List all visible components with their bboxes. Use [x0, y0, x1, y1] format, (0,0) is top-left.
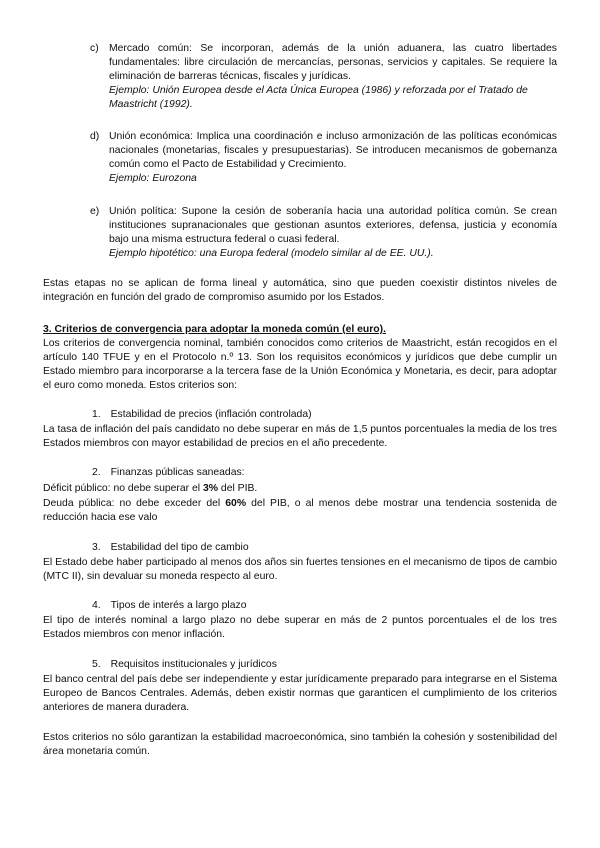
deficit-text: Déficit público: no debe superar el: [43, 483, 203, 494]
list-item-example: Ejemplo: Eurozona: [109, 173, 197, 184]
deficit-value: 3%: [203, 483, 219, 494]
list-item-text: Unión política: Supone la cesión de soberanía hacia una autoridad política común. Se crean instituciones supranacionales que gestionan asuntos exteriores, defensa, justicia y economía bajo una misma estructura federal o cuasi federal.: [109, 206, 557, 245]
criterion-2-debt: [43, 497, 557, 525]
debt-text-end: del PIB, o al menos debe mostrar una tendencia sostenida de reducción hacia ese valo: [43, 498, 558, 523]
criterion-3-body: El Estado debe haber participado al menos dos años sin fuertes tensiones en el mecanismo de tipos de cambio (MTC II), sin devaluar su moneda respecto al euro.: [43, 557, 557, 582]
criterion-1-heading: [92, 408, 562, 422]
section-title: 3. Criterios de convergencia para adoptar la moneda común (el euro).: [43, 324, 386, 335]
list-marker: d): [90, 131, 100, 142]
criterion-number: 1.: [92, 409, 101, 420]
list-item-c: [90, 42, 557, 112]
criterion-heading-text: Tipos de interés a largo plazo: [110, 600, 247, 611]
stages-note-paragraph: Estas etapas no se aplican de forma lineal y automática, sino que pueden coexistir distintos niveles de integración en función del grado de compromiso asumido por los Estados.: [43, 278, 557, 303]
criterion-4-body: El tipo de interés nominal a largo plazo no debe superar en más de 2 puntos porcentuales el de los tres Estados miembros con menor inflación.: [43, 615, 557, 640]
list-marker: c): [90, 43, 99, 54]
criterion-2-heading: [92, 466, 562, 480]
criterion-number: 3.: [92, 542, 101, 553]
list-marker: e): [90, 206, 100, 217]
debt-value: 60%: [225, 498, 247, 509]
criterion-1-body: La tasa de inflación del país candidato no debe superar en más de 1,5 puntos porcentuales la media de los tres Estados miembros con mayor estabilidad de precios en el año precedente.: [43, 424, 557, 449]
criterion-2-deficit: [43, 482, 557, 496]
criterion-heading-text: Estabilidad del tipo de cambio: [110, 542, 249, 553]
criterion-5-heading: [92, 658, 562, 672]
criterion-4-heading: [92, 599, 562, 613]
list-item-d: [90, 130, 557, 186]
list-item-text: Mercado común: Se incorporan, además de la unión aduanera, las cuatro libertades fundamentales: libre circulación de mercancías, personas, servicios y capitales. Se requiere la eliminación de barreras técnicas, fiscales y jurídicas.: [109, 43, 557, 82]
criterion-3-heading: [92, 541, 562, 555]
criterion-heading-text: Finanzas públicas saneadas:: [110, 467, 245, 478]
criterion-heading-text: Estabilidad de precios (inflación controlada): [110, 409, 312, 420]
debt-text: Deuda pública: no debe exceder del: [43, 498, 226, 509]
deficit-text-end: del PIB.: [218, 483, 258, 494]
list-item-example: Ejemplo: Unión Europea desde el Acta Única Europea (1986) y reforzada por el Tratado de Maastricht (1992).: [109, 85, 528, 110]
list-item-text: Unión económica: Implica una coordinación e incluso armonización de las políticas económicas nacionales (monetarias, fiscales y presupuestarias). Se introducen mecanismos de gobernanza común como el Pacto de Estabilidad y Crecimiento.: [109, 131, 557, 170]
list-item-example: Ejemplo hipotético: una Europa federal (modelo similar al de EE. UU.).: [109, 248, 434, 259]
criterion-number: 4.: [92, 600, 101, 611]
criterion-5-body: El banco central del país debe ser independiente y estar jurídicamente preparado para integrarse en el Sistema Europeo de Bancos Centrales. Además, deben existir normas que garanticen el cumplimiento de los criterios anteriores de manera duradera.: [43, 674, 557, 713]
closing-paragraph: Estos criterios no sólo garantizan la estabilidad macroeconómica, sino también la cohesión y sostenibilidad del área monetaria común.: [43, 732, 557, 757]
list-item-e: [90, 205, 557, 261]
criterion-number: 5.: [92, 659, 101, 670]
criterion-heading-text: Requisitos institucionales y jurídicos: [110, 659, 277, 670]
section-intro-paragraph: Los criterios de convergencia nominal, también conocidos como criterios de Maastricht, están recogidos en el artículo 140 TFUE y en el Protocolo n.º 13. Son los requisitos económicos y jurídicos que debe cumplir un Estado miembro para incorporarse a la tercera fase de la Unión Económica y Monetaria, es decir, para adoptar el euro como moneda. Estos criterios son:: [43, 338, 557, 391]
criterion-number: 2.: [92, 467, 101, 478]
